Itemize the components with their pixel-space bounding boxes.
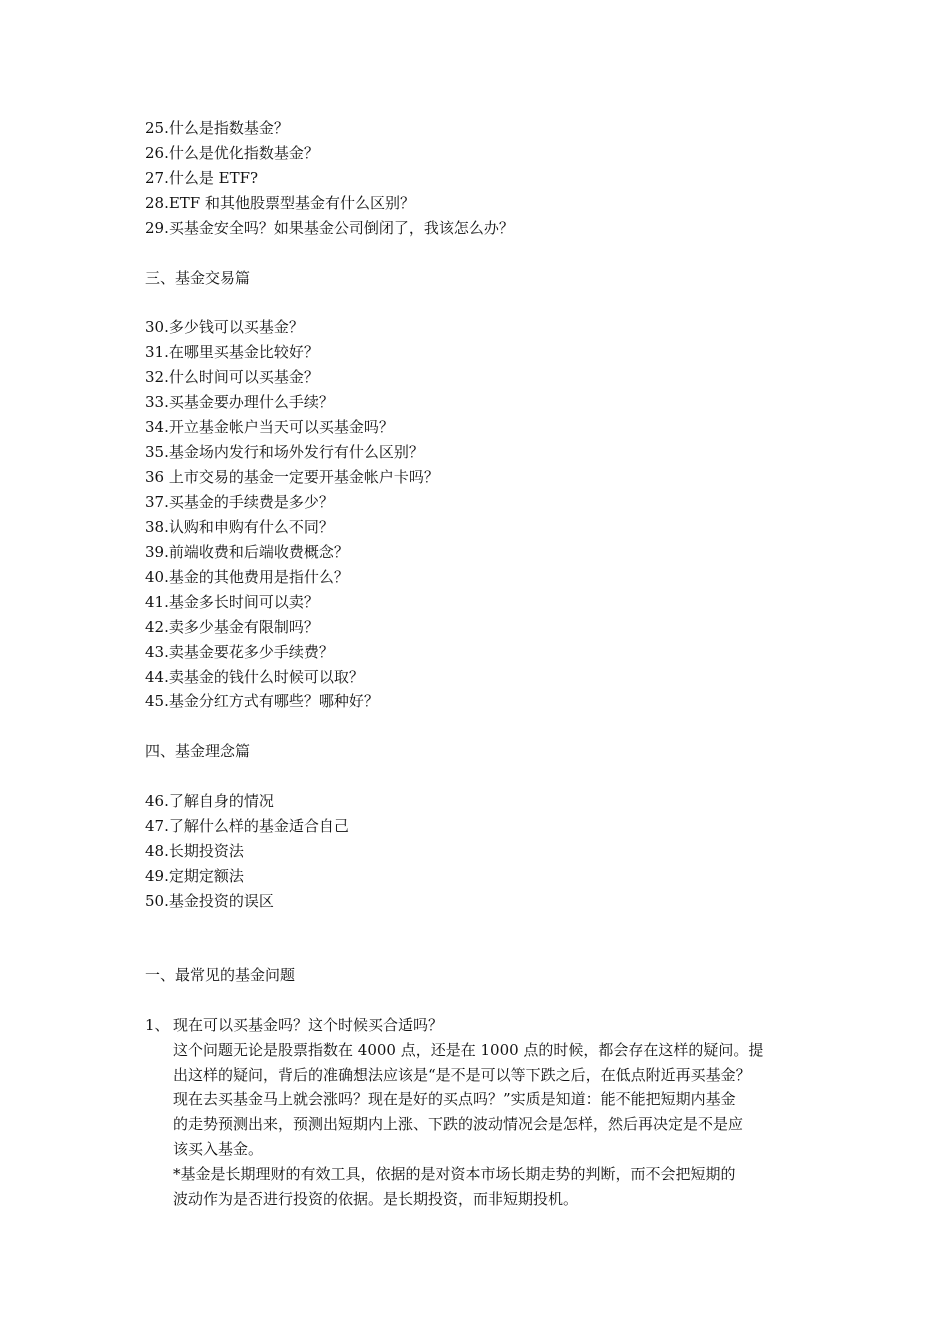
toc-item-46: 46.了解自身的情况: [145, 792, 274, 810]
toc-item-26: 26.什么是优化指数基金？: [145, 144, 319, 162]
answer-line-1: 这个问题无论是股票指数在 4000 点，还是在 1000 点的时候，都会存在这样的疑问。提: [173, 1041, 764, 1059]
answer-line-6: *基金是长期理财的有效工具，依据的是对资本市场长期走势的判断，而不会把短期的: [173, 1165, 736, 1183]
toc-item-32: 32.什么时间可以买基金？: [145, 368, 319, 386]
answer-line-4: 的走势预测出来，预测出短期内上涨、下跌的波动情况会是怎样，然后再决定是不是应: [173, 1115, 744, 1133]
toc-item-28: 28.ETF 和其他股票型基金有什么区别？: [145, 194, 415, 212]
toc-item-39: 39.前端收费和后端收费概念？: [145, 543, 349, 561]
toc-item-33: 33.买基金要办理什么手续？: [145, 393, 334, 411]
answer-line-7: 波动作为是否进行投资的依据。是长期投资，而非短期投机。: [173, 1190, 579, 1208]
toc-item-38: 38.认购和申购有什么不同？: [145, 518, 334, 536]
toc-item-40: 40.基金的其他费用是指什么？: [145, 568, 349, 586]
question-1-heading: [145, 1015, 443, 1035]
toc-item-31: 31.在哪里买基金比较好？: [145, 343, 319, 361]
toc-item-49: 49.定期定额法: [145, 867, 244, 885]
toc-item-48: 48.长期投资法: [145, 842, 244, 860]
answer-line-2: 出这样的疑问，背后的准确想法应该是“是不是可以等下跌之后，在低点附近再买基金？: [173, 1066, 751, 1084]
toc-item-43: 43.卖基金要花多少手续费？: [145, 643, 334, 661]
toc-item-45: 45.基金分红方式有哪些？哪种好？: [145, 692, 379, 710]
toc-item-29: 29.买基金安全吗？如果基金公司倒闭了，我该怎么办？: [145, 219, 514, 237]
question-title: 现在可以买基金吗？这个时候买合适吗？: [173, 1016, 444, 1034]
toc-item-37: 37.买基金的手续费是多少？: [145, 493, 334, 511]
toc-item-34: 34.开立基金帐户当天可以买基金吗？: [145, 418, 394, 436]
toc-item-27: 27.什么是 ETF?: [145, 169, 259, 187]
toc-item-30: 30.多少钱可以买基金？: [145, 318, 304, 336]
toc-item-41: 41.基金多长时间可以卖？: [145, 593, 319, 611]
toc-item-35: 35.基金场内发行和场外发行有什么区别？: [145, 443, 424, 461]
question-number: 1、: [145, 1016, 170, 1034]
toc-item-25: 25.什么是指数基金？: [145, 119, 289, 137]
section-title-common-questions: 一、最常见的基金问题: [145, 966, 296, 984]
toc-item-47: 47.了解什么样的基金适合自己: [145, 817, 349, 835]
answer-line-5: 该买入基金。: [173, 1140, 264, 1158]
toc-item-44: 44.卖基金的钱什么时候可以取？: [145, 668, 364, 686]
section-title-trading: 三、基金交易篇: [145, 269, 251, 287]
section-title-philosophy: 四、基金理念篇: [145, 742, 251, 760]
answer-line-3: 现在去买基金马上就会涨吗？现在是好的买点吗？”实质是知道：能不能把短期内基金: [173, 1090, 736, 1108]
toc-item-36: 36 上市交易的基金一定要开基金帐户卡吗？: [145, 468, 439, 486]
toc-item-42: 42.卖多少基金有限制吗？: [145, 618, 319, 636]
toc-item-50: 50.基金投资的误区: [145, 892, 274, 910]
